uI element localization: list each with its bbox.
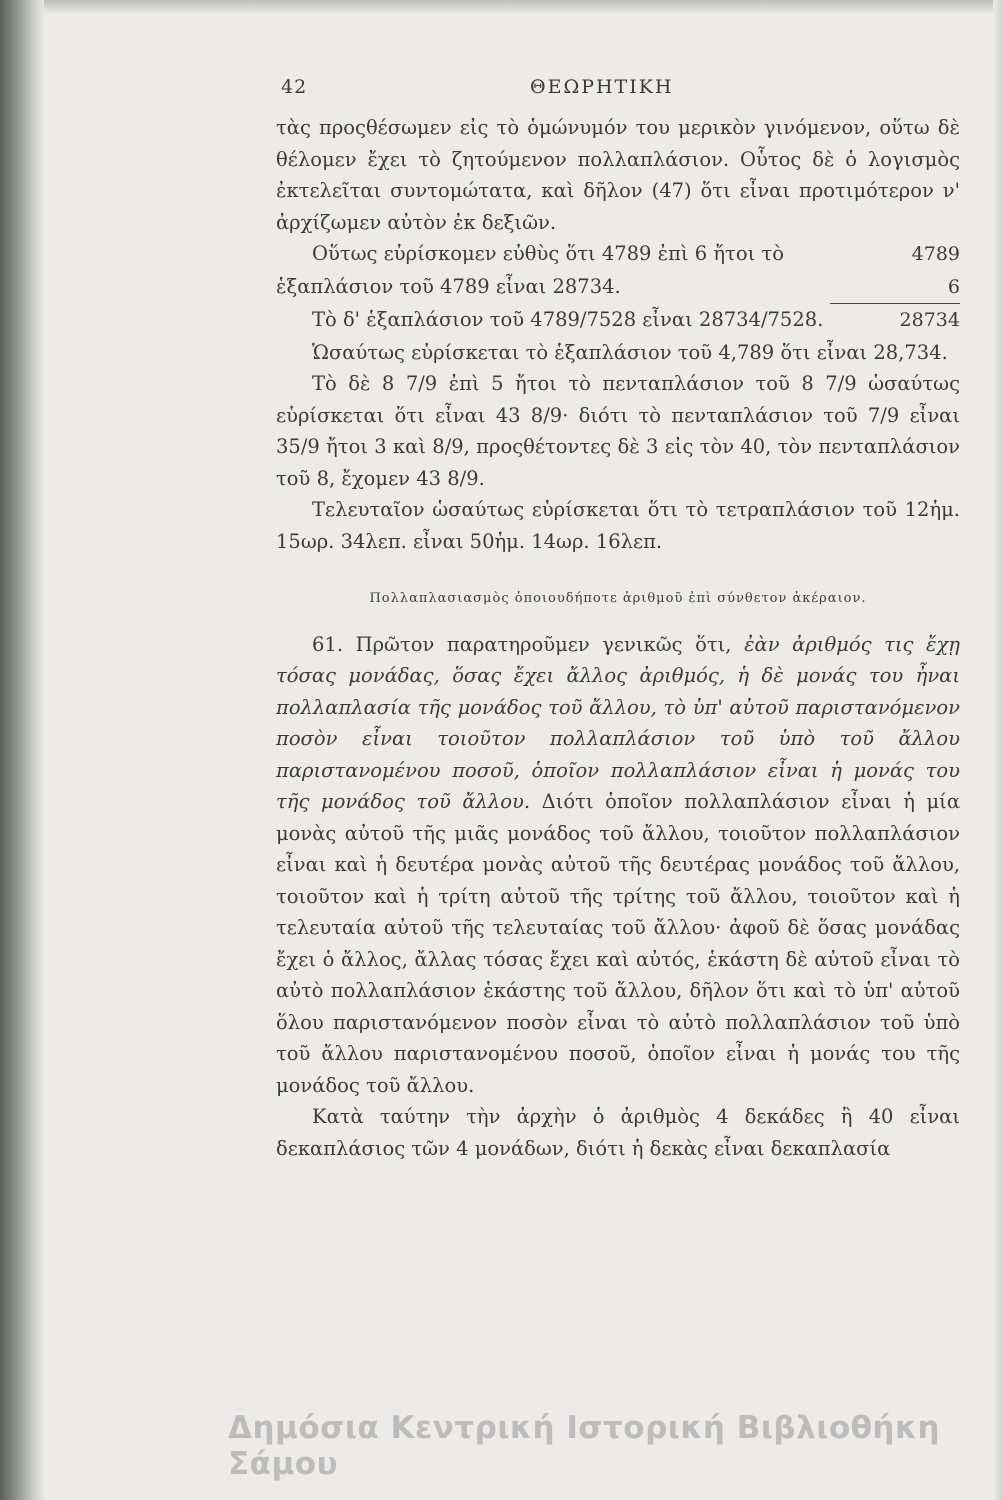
book-spine-shadow [0,0,44,1500]
calculation-number: 6 [830,272,960,305]
paragraph: Κατὰ ταύτην τὴν ἀρχὴν ὁ ἀριθμὸς 4 δεκάδες ἢ 40 εἶναι δεκαπλάσιος τῶν 4 μονάδων, διότι ἡ δεκὰς εἶναι δεκαπλασία [276,1105,960,1160]
page-top-edge [44,0,1003,14]
page-right-edge [993,0,1003,1500]
section-subheading: Πολλαπλασιασμὸς ὁποιουδήποτε ἀριθμοῦ ἐπὶ σύνθετον ἀκέραιον. [369,591,867,606]
page-header [276,76,960,112]
paragraph: τὰς προςθέσωμεν εἰς τὸ ὁμώνυμόν του μερικὸν γινόμενον, οὕτω δὲ θέλομεν ἔχει τὸ ζητούμενον πολλαπλάσιον. Οὗτος δὲ ὁ λογισμὸς ἐκτελεῖται συντομώτατα, καὶ δῆλον (47) ὅτι εἶναι προτιμότερον ν' ἀρχίζωμεν αὐτὸν ἐκ δεξιῶν. [276,116,960,234]
paragraph-61 [276,629,960,1102]
calculation-text: ἑξαπλάσιον τοῦ 4789 εἶναι 28734. [276,274,621,298]
page-number: 42 [281,76,308,98]
calculation-text: Τὸ δ' ἑξαπλάσιον τοῦ 4789/7528 εἶναι 28734/7528. [312,308,824,331]
page-body [276,112,960,1164]
paragraph: Ὡσαύτως εὑρίσκεται τὸ ἑξαπλάσιον τοῦ 4,789 ὅτι εἶναι 28,734. [312,340,948,364]
calculation-number: 4789 [911,243,960,265]
paragraph-lead: 61. Πρῶτον παρατηροῦμεν γενικῶς ὅτι, [312,632,745,656]
calculation-text: Οὕτως εὑρίσκομεν εὐθὺς ὅτι 4789 ἐπὶ 6 ἤτοι τὸ [312,242,784,265]
calculation-number: 28734 [899,309,960,331]
paragraph: Τὸ δὲ 8 7/9 ἐπὶ 5 ἤτοι τὸ πενταπλάσιον τοῦ 8 7/9 ὡσαύτως εὑρίσκεται ὅτι εἶναι 43 8/9· διότι τὸ πενταπλάσιον τοῦ 7/9 εἶναι 35/9 ἤτοι 3 καὶ 8/9, προςθέτοντες δὲ 3 εἰς τὸν 40, τὸν πενταπλάσιον τοῦ 8, ἔχομεν 43 8/9. [276,372,960,490]
italic-statement: ἐὰν ἀριθμός τις ἔχῃ τόσας μονάδας, ὅσας ἔχει ἄλλος ἀριθμός, ἡ δὲ μονάς του ἦναι πολλαπλασία τῆς μονάδος τοῦ ἄλλου, τὸ ὑπ' αὐτοῦ παριστανόμενον ποσὸν εἶναι τοιοῦτον πολλαπλάσιον τοῦ ὑπὸ τοῦ ἄλλου παριστανομένου ποσοῦ, ὁποῖον πολλαπλάσιον εἶναι ἡ μονάς του τῆς μονάδος τοῦ ἄλλου. [276,632,960,813]
paragraph: Τελευταῖον ὡσαύτως εὑρίσκεται ὅτι τὸ τετραπλάσιον τοῦ 12ἡμ. 15ωρ. 34λεπ. εἶναι 50ἡμ. 14ωρ. 16λεπ. [276,498,960,553]
calculation-line [276,238,960,271]
book-page [276,76,960,1164]
paragraph-text: Διότι ὁποῖον πολλαπλάσιον εἶναι ἡ μία μονὰς αὐτοῦ τῆς μιᾶς μονάδος τοῦ ἄλλου, τοιοῦτον πολλαπλάσιον εἶναι καὶ ἡ δευτέρα μονὰς αὐτοῦ τῆς δευτέρας μονάδος τοῦ ἄλλου, τοιοῦτον καὶ ἡ τρίτη αὐτοῦ τῆς τρίτης τοῦ ἄλλου, τοιοῦτον καὶ ἡ τελευταία αὐτοῦ τῆς τελευταίας τοῦ ἄλλου· ἀφοῦ δὲ ὅσας μονάδας ἔχει ὁ ἄλλος, ἄλλας τόσας ἔχει καὶ αὐτός, ἑκάστη δὲ αὐτοῦ εἶναι τὸ αὐτὸ πολλαπλάσιον ἑκάστης τοῦ ἄλλου, δῆλον ὅτι καὶ τὸ ὑπ' αὐτοῦ ὅλου παριστανόμενον ποσὸν εἶναι τὸ αὐτὸ πολλαπλάσιον τοῦ ὑπὸ τοῦ ἄλλου παριστανομένου ποσοῦ, ὁποῖον εἶναι ἡ μονάς του τῆς μονάδος τοῦ ἄλλου. [276,790,960,1097]
calculation-line [276,304,960,337]
library-watermark: Δημόσια Κεντρική Ιστορική Βιβλιοθήκη Σάμου [228,1410,941,1482]
running-title: ΘΕΩΡΗΤΙΚΗ [530,76,674,98]
calculation-line [276,271,960,305]
